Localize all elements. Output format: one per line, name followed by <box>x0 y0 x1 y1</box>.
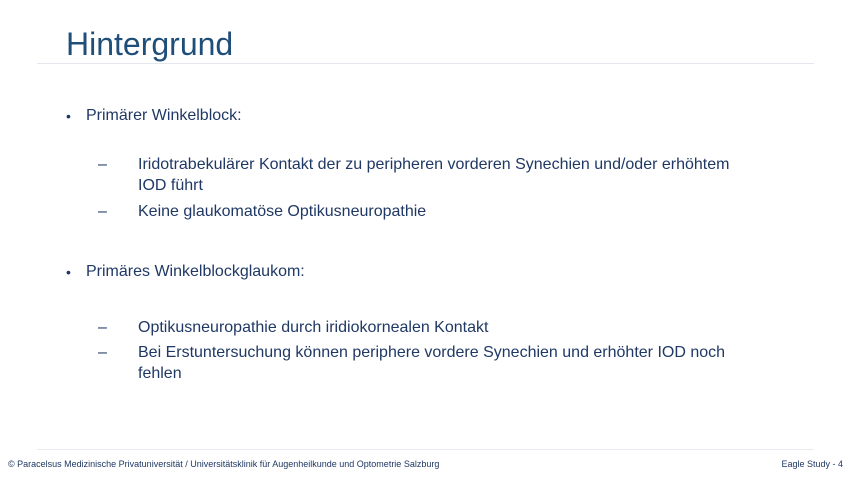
bullet-label: Primäres Winkelblockglaukom: <box>86 263 305 280</box>
sub-text: Optikusneuropathie durch iridiokornealen Kontakt <box>138 319 489 336</box>
footer-copyright: © Paracelsus Medizinische Privatuniversität / Universitätsklinik für Augenheilkunde und Optometrie Salzburg <box>8 459 440 469</box>
sub-text: Keine glaukomatöse Optikusneuropathie <box>138 203 427 220</box>
bullet-label: Primärer Winkelblock: <box>86 107 242 124</box>
footer-divider <box>37 449 814 450</box>
sub-text: Iridotrabekulärer Kontakt der zu peripheren vorderen Synechien und/oder erhöhtem IOD führt <box>138 156 730 194</box>
footer-page-number: Eagle Study - 4 <box>781 459 843 469</box>
title-divider <box>37 63 814 64</box>
slide-title: Hintergrund <box>66 26 234 62</box>
sub-marker: – <box>98 344 107 361</box>
sub-marker: – <box>98 156 107 173</box>
bullet-marker: • <box>66 264 71 280</box>
sub-marker: – <box>98 203 107 220</box>
sub-text: Bei Erstuntersuchung können periphere vordere Synechien und erhöhter IOD noch fehlen <box>138 344 726 382</box>
bullet-marker: • <box>66 108 71 124</box>
sub-marker: – <box>98 319 107 336</box>
